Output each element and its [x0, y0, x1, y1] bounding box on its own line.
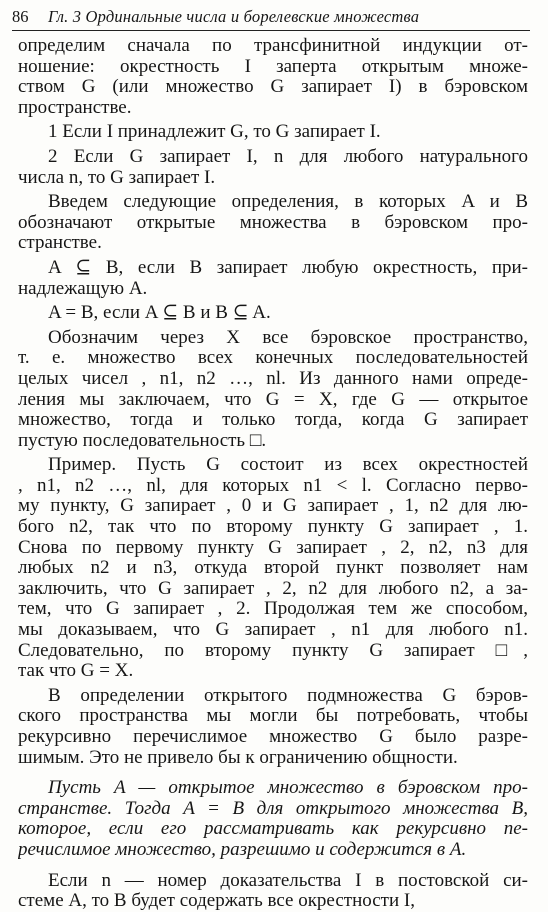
- paragraph: [18, 147, 528, 188]
- text-line: ством G (или множество G запирает I) в бэровском: [18, 77, 528, 98]
- text-line: шимым. Это не привело бы к ограничению общности.: [18, 747, 458, 768]
- text-line: В определении открытого подмножества G бэров-: [48, 685, 528, 706]
- paragraph: [18, 303, 528, 324]
- paragraph: [18, 328, 528, 452]
- running-title: Гл. 3 Ординальные числа и борелевские множества: [48, 7, 420, 26]
- theorem-paragraph: [18, 778, 528, 860]
- text-line: Следовательно, по второму пункту G запирает □,: [18, 640, 528, 661]
- text-line: му пункту, G запирает , 0 и G запирает , 1, n2 для лю-: [18, 496, 528, 517]
- text-line: числа n, то G запирает I.: [18, 167, 216, 188]
- text-line: которое, если его рассматривать как рекурсивно пе-: [18, 819, 528, 840]
- paragraph: [18, 192, 528, 254]
- paragraph: [18, 455, 528, 682]
- text-line: ления мы заключаем, что G = X, где G — открытое: [18, 389, 528, 410]
- text-line: ского пространства мы могли бы потребовать, чтобы: [18, 706, 528, 727]
- text-line: Снова по первому пункту G запирает , 2, n2, n3 для: [18, 537, 528, 558]
- text-line: целых чисел , n1, n2 …, nl. Из данного нами опреде-: [18, 368, 528, 389]
- paragraph: [18, 122, 528, 143]
- page-header: [12, 4, 530, 31]
- text-line: речислимое множество, разрешимо и содержится в A.: [18, 839, 467, 860]
- page-body: [18, 36, 528, 912]
- text-line: , n1, n2 …, nl, для которых n1 < l. Согласно перво-: [18, 475, 528, 496]
- text-line: Обозначим через X все бэровское пространство,: [48, 327, 528, 348]
- text-line: Пусть A — открытое множество в бэровском про-: [48, 778, 528, 799]
- paragraph: [18, 686, 528, 768]
- text-line: 1 Если I принадлежит G, то G запирает I.: [48, 122, 381, 143]
- text-line: обозначают открытые множества в бэровском про-: [18, 212, 528, 233]
- text-line: ношение: окрестность I заперта открытым множе-: [18, 56, 528, 77]
- text-line: A ⊆ B, если B запирает любую окрестность, при-: [48, 257, 528, 278]
- text-line: 2 Если G запирает I, n для любого натурального: [48, 146, 528, 167]
- text-line: надлежащую A.: [18, 278, 148, 299]
- text-line: A = B, если A ⊆ B и B ⊆ A.: [48, 303, 271, 324]
- page-number: 86: [12, 7, 29, 26]
- paragraph: [18, 871, 528, 912]
- text-line: тем, что G запирает , 2. Продолжая тем же способом,: [18, 599, 528, 620]
- paragraph: [18, 258, 528, 299]
- text-line: так что G = X.: [18, 661, 134, 682]
- text-line: рекурсивно перечислимое множество G было разре-: [18, 727, 528, 747]
- text-line: стеме A, то B будет содержать все окрестности I,: [18, 891, 415, 912]
- text-line: множество, тогда и только тогда, когда G запирает: [18, 410, 528, 431]
- text-line: заключить, что G запирает , 2, n2 для любого n2, а за-: [18, 578, 528, 599]
- text-line: любых n2 и n3, откуда второй пункт позволяет нам: [18, 558, 528, 579]
- text-line: пустую последовательность □.: [18, 430, 267, 451]
- text-line: мы доказываем, что G запирает , n1 для любого n1.: [18, 620, 528, 641]
- text-line: Введем следующие определения, в которых A и B: [48, 192, 528, 213]
- paragraph: [18, 36, 528, 118]
- text-line: Пример. Пусть G состоит из всех окрестностей: [48, 455, 528, 476]
- text-line: определим сначала по трансфинитной индукции от-: [18, 36, 528, 56]
- text-line: Если n — номер доказательства I в постовской си-: [48, 870, 528, 891]
- text-line: пространстве.: [18, 97, 132, 118]
- text-line: т. е. множество всех конечных последовательностей: [18, 348, 528, 369]
- text-line: странстве. Тогда A = B для открытого множества B,: [18, 798, 528, 819]
- text-line: странстве.: [18, 233, 102, 254]
- text-line: бого n2, так что по второму пункту G запирает , 1.: [18, 517, 528, 538]
